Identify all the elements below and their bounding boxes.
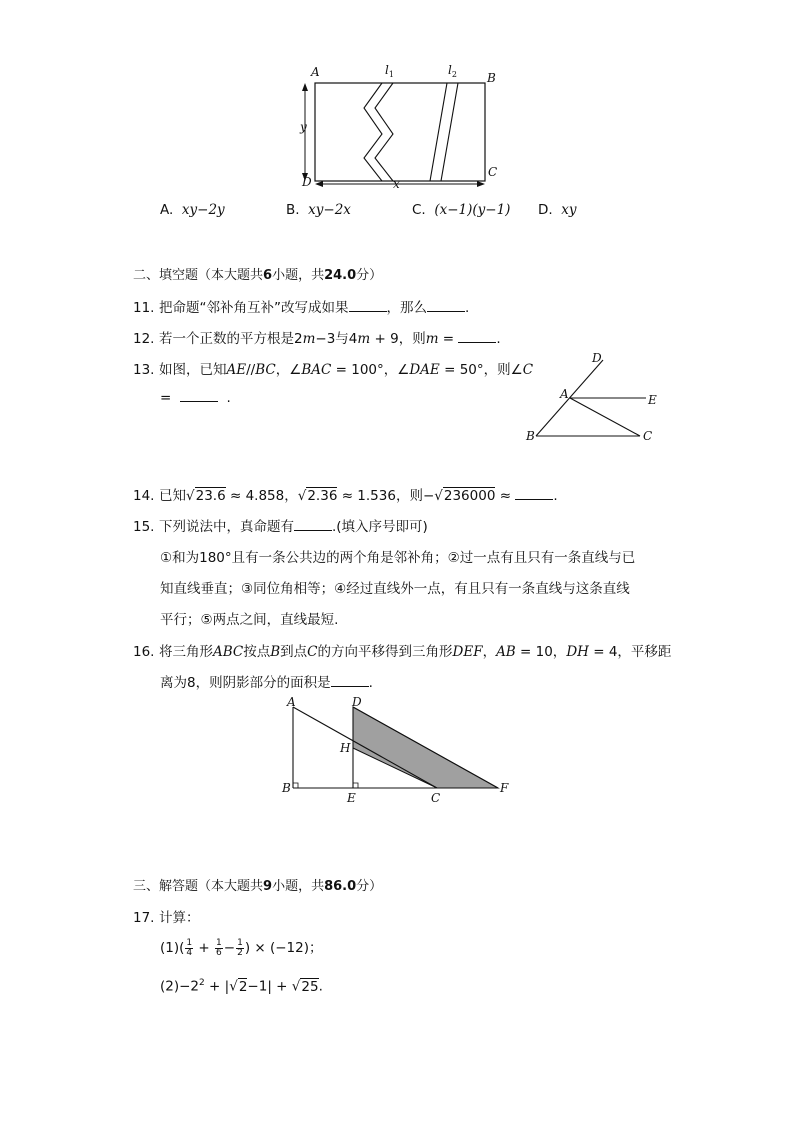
question-14: 14. 已知√23.6 ≈ 4.858，√2.36 ≈ 1.536，则−√236000 ≈ . [133, 488, 558, 504]
x-arrow-right [477, 181, 485, 187]
question-15-statements-2: 知直线垂直；③同位角相等；④经过直线外一点，有且只有一条直线与这条直线 [160, 581, 630, 597]
label-x: x [393, 177, 400, 191]
figure-translation [278, 692, 518, 807]
option-a[interactable]: A. xy−2y [160, 202, 225, 218]
question-15-statements-1: ①和为180°且有一条公共边的两个角是邻补角；②过一点有且只有一条直线与已 [160, 550, 636, 566]
right-angle-B [293, 783, 298, 788]
option-b[interactable]: B. xy−2x [286, 202, 351, 218]
answer-blank-11a[interactable] [349, 299, 387, 312]
label-A: A [311, 65, 320, 79]
label-D: D [302, 175, 312, 189]
question-11: 11. 把命题“邻补角互补”改写成如果 ，那么 . [133, 300, 470, 316]
answer-blank-12[interactable] [458, 330, 496, 343]
question-17-part-1: (1)( $\frac{1}{4}$ + $\frac{1}{6}$ − $\frac{1}{2}$ ) × (−12)； [160, 937, 323, 958]
question-13-cont: = . [160, 390, 231, 406]
line-AC [570, 398, 640, 436]
label-B: B [282, 781, 291, 795]
path-l2-right [441, 83, 458, 181]
figure-angles [520, 348, 670, 448]
x-arrow-left [315, 181, 323, 187]
label-y: y [300, 120, 307, 134]
label-E: E [648, 393, 657, 407]
fraction-1-2: $\frac{1}{2}$ [237, 937, 243, 958]
label-E: E [347, 791, 356, 805]
fraction-1-6: $\frac{1}{6}$ [216, 937, 222, 958]
answer-blank-13[interactable] [180, 389, 218, 402]
answer-blank-15[interactable] [294, 518, 332, 531]
question-16-cont: 离为8，则阴影部分的面积是 . [160, 675, 373, 691]
answer-blank-16[interactable] [331, 674, 369, 687]
path-l2-left [430, 83, 447, 181]
option-d[interactable]: D. xy [538, 202, 577, 218]
fraction-1-4: $\frac{1}{4}$ [186, 937, 193, 958]
label-A: A [287, 695, 296, 709]
question-15-statements-3: 平行；⑤两点之间，直线最短. [160, 612, 339, 628]
path-l1-left [364, 83, 382, 181]
label-C: C [643, 429, 653, 443]
right-angle-E [353, 783, 358, 788]
question-16: 16. 将三角形ABC按点B到点C的方向平移得到三角形DEF，AB = 10，DH = 4，平移距 [133, 644, 672, 660]
answer-blank-14[interactable] [515, 487, 553, 500]
label-H: H [340, 741, 351, 755]
path-l1-right [375, 83, 393, 181]
question-15: 15. 下列说法中，真命题有 .(填入序号即可) [133, 519, 428, 535]
section-3-header: 三、解答题（本大题共9小题，共86.0分） [133, 879, 383, 894]
question-17: 17. 计算： [133, 910, 200, 926]
question-12: 12. 若一个正数的平方根是2m−3与4m + 9，则m = . [133, 331, 501, 347]
label-C: C [431, 791, 441, 805]
rectangle-abcd [315, 83, 485, 181]
answer-blank-11b[interactable] [427, 299, 465, 312]
label-D: D [592, 351, 602, 365]
figure-rectangle-paths [290, 60, 510, 195]
option-c[interactable]: C. (x−1)(y−1) [412, 202, 511, 218]
label-B: B [487, 71, 496, 85]
label-D: D [352, 695, 362, 709]
label-A: A [560, 387, 569, 401]
label-F: F [500, 781, 509, 795]
label-C: C [488, 165, 498, 179]
question-13: 13. 如图，已知AE//BC，∠BAC = 100°，∠DAE = 50°，则∠C [133, 362, 534, 378]
y-arrow-top [302, 83, 308, 91]
label-B: B [526, 429, 535, 443]
section-2-header: 二、填空题（本大题共6小题，共24.0分） [133, 268, 383, 283]
label-l1: $l_1$ [385, 63, 394, 79]
label-l2: $l_2$ [448, 63, 457, 79]
question-17-part-2: $(2)-2^2 + |√2-1| + √25$. [160, 978, 323, 995]
